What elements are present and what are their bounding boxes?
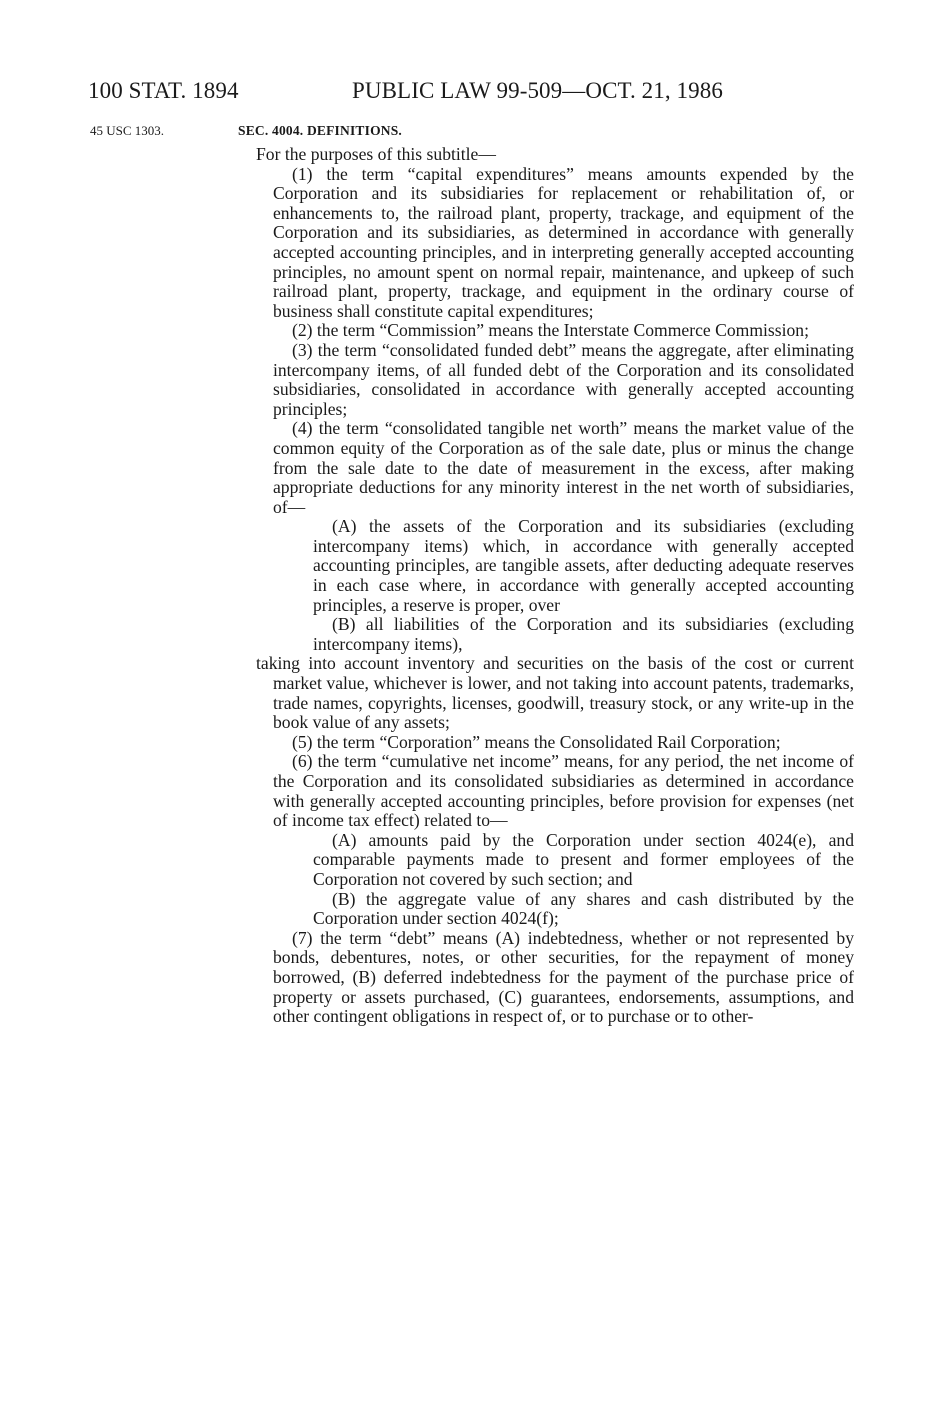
- definition-4-continuation: taking into account inventory and securities on the basis of the cost or current market value, whichever is lower, and not taking into account patents, trademarks, trade names, copyrights, licenses, goodwill, treasury stock, or any write-up in the book value of any assets;: [256, 653, 854, 733]
- margin-citation: 45 USC 1303.: [90, 123, 165, 138]
- intro-paragraph: For the purposes of this subtitle—: [256, 144, 496, 164]
- definition-2-commission: (2) the term “Commission” means the Interstate Commerce Commission;: [292, 320, 809, 341]
- section-heading: SEC. 4004. DEFINITIONS.: [238, 123, 403, 138]
- definition-5-corporation: (5) the term “Corporation” means the Consolidated Rail Corporation;: [292, 731, 781, 752]
- definition-6-cumulative-net-income: (6) the term “cumulative net income” means, for any period, the net income of the Corporation and its consolidated subsidiaries as determined in accordance with generally accepted accounting principles, before provision for expenses (net of income tax effect) related to—: [273, 751, 854, 831]
- definition-4-subparagraph-a: (A) the assets of the Corporation and its subsidiaries (excluding intercompany items) which, in accordance with generally accepted accounting principles, are tangible assets, after deducting adequate reserves in each case where, in accordance with generally accepted accounting principles, a reserve is proper, over: [313, 516, 854, 615]
- definition-4-consolidated-tangible-net-worth: (4) the term “consolidated tangible net worth” means the market value of the common equity of the Corporation as of the sale date, plus or minus the change from the sale date to the date of measurement in the excess, after making appropriate deductions for any minority interest in the net worth of subsidiaries, of—: [273, 418, 854, 517]
- definition-3-consolidated-funded-debt: (3) the term “consolidated funded debt” means the aggregate, after eliminating intercompany items, of all funded debt of the Corporation and its consolidated subsidiaries, consolidated in accordance with generally accepted accounting principles;: [273, 339, 854, 419]
- definition-4-subparagraph-b: (B) all liabilities of the Corporation and its subsidiaries (excluding intercompany items),: [313, 614, 854, 654]
- section-body: [256, 145, 854, 1027]
- definition-1-capital-expenditures: (1) the term “capital expenditures” means amounts expended by the Corporation and its subsidiaries for replacement or rehabilitation of, or enhancements to, the railroad plant, property, trackage, and equipment of the Corporation and its subsidiaries, as determined in accordance with generally accepted accounting principles, and in interpreting generally accepted accounting principles, no amount spent on normal repair, maintenance, and upkeep of such railroad plant, property, trackage, and equipment in the ordinary course of business shall constitute capital expenditures;: [273, 163, 854, 321]
- page-stat-number: 100 STAT. 1894: [88, 78, 239, 103]
- definition-6-subparagraph-b: (B) the aggregate value of any shares and cash distributed by the Corporation under section 4024(f);: [313, 888, 854, 929]
- public-law-header: PUBLIC LAW 99-509—OCT. 21, 1986: [352, 78, 723, 103]
- definition-6-subparagraph-a: (A) amounts paid by the Corporation under section 4024(e), and comparable payments made to present and former employees of the Corporation not covered by such section; and: [313, 829, 854, 889]
- definition-7-debt: (7) the term “debt” means (A) indebtedness, whether or not represented by bonds, debentures, notes, or other securities, for the repayment of money borrowed, (B) deferred indebtedness for the payment of the purchase price of property or assets purchased, (C) guarantees, endorsements, assumptions, and other contingent obligations in respect of, or to purchase or to other-: [273, 927, 854, 1027]
